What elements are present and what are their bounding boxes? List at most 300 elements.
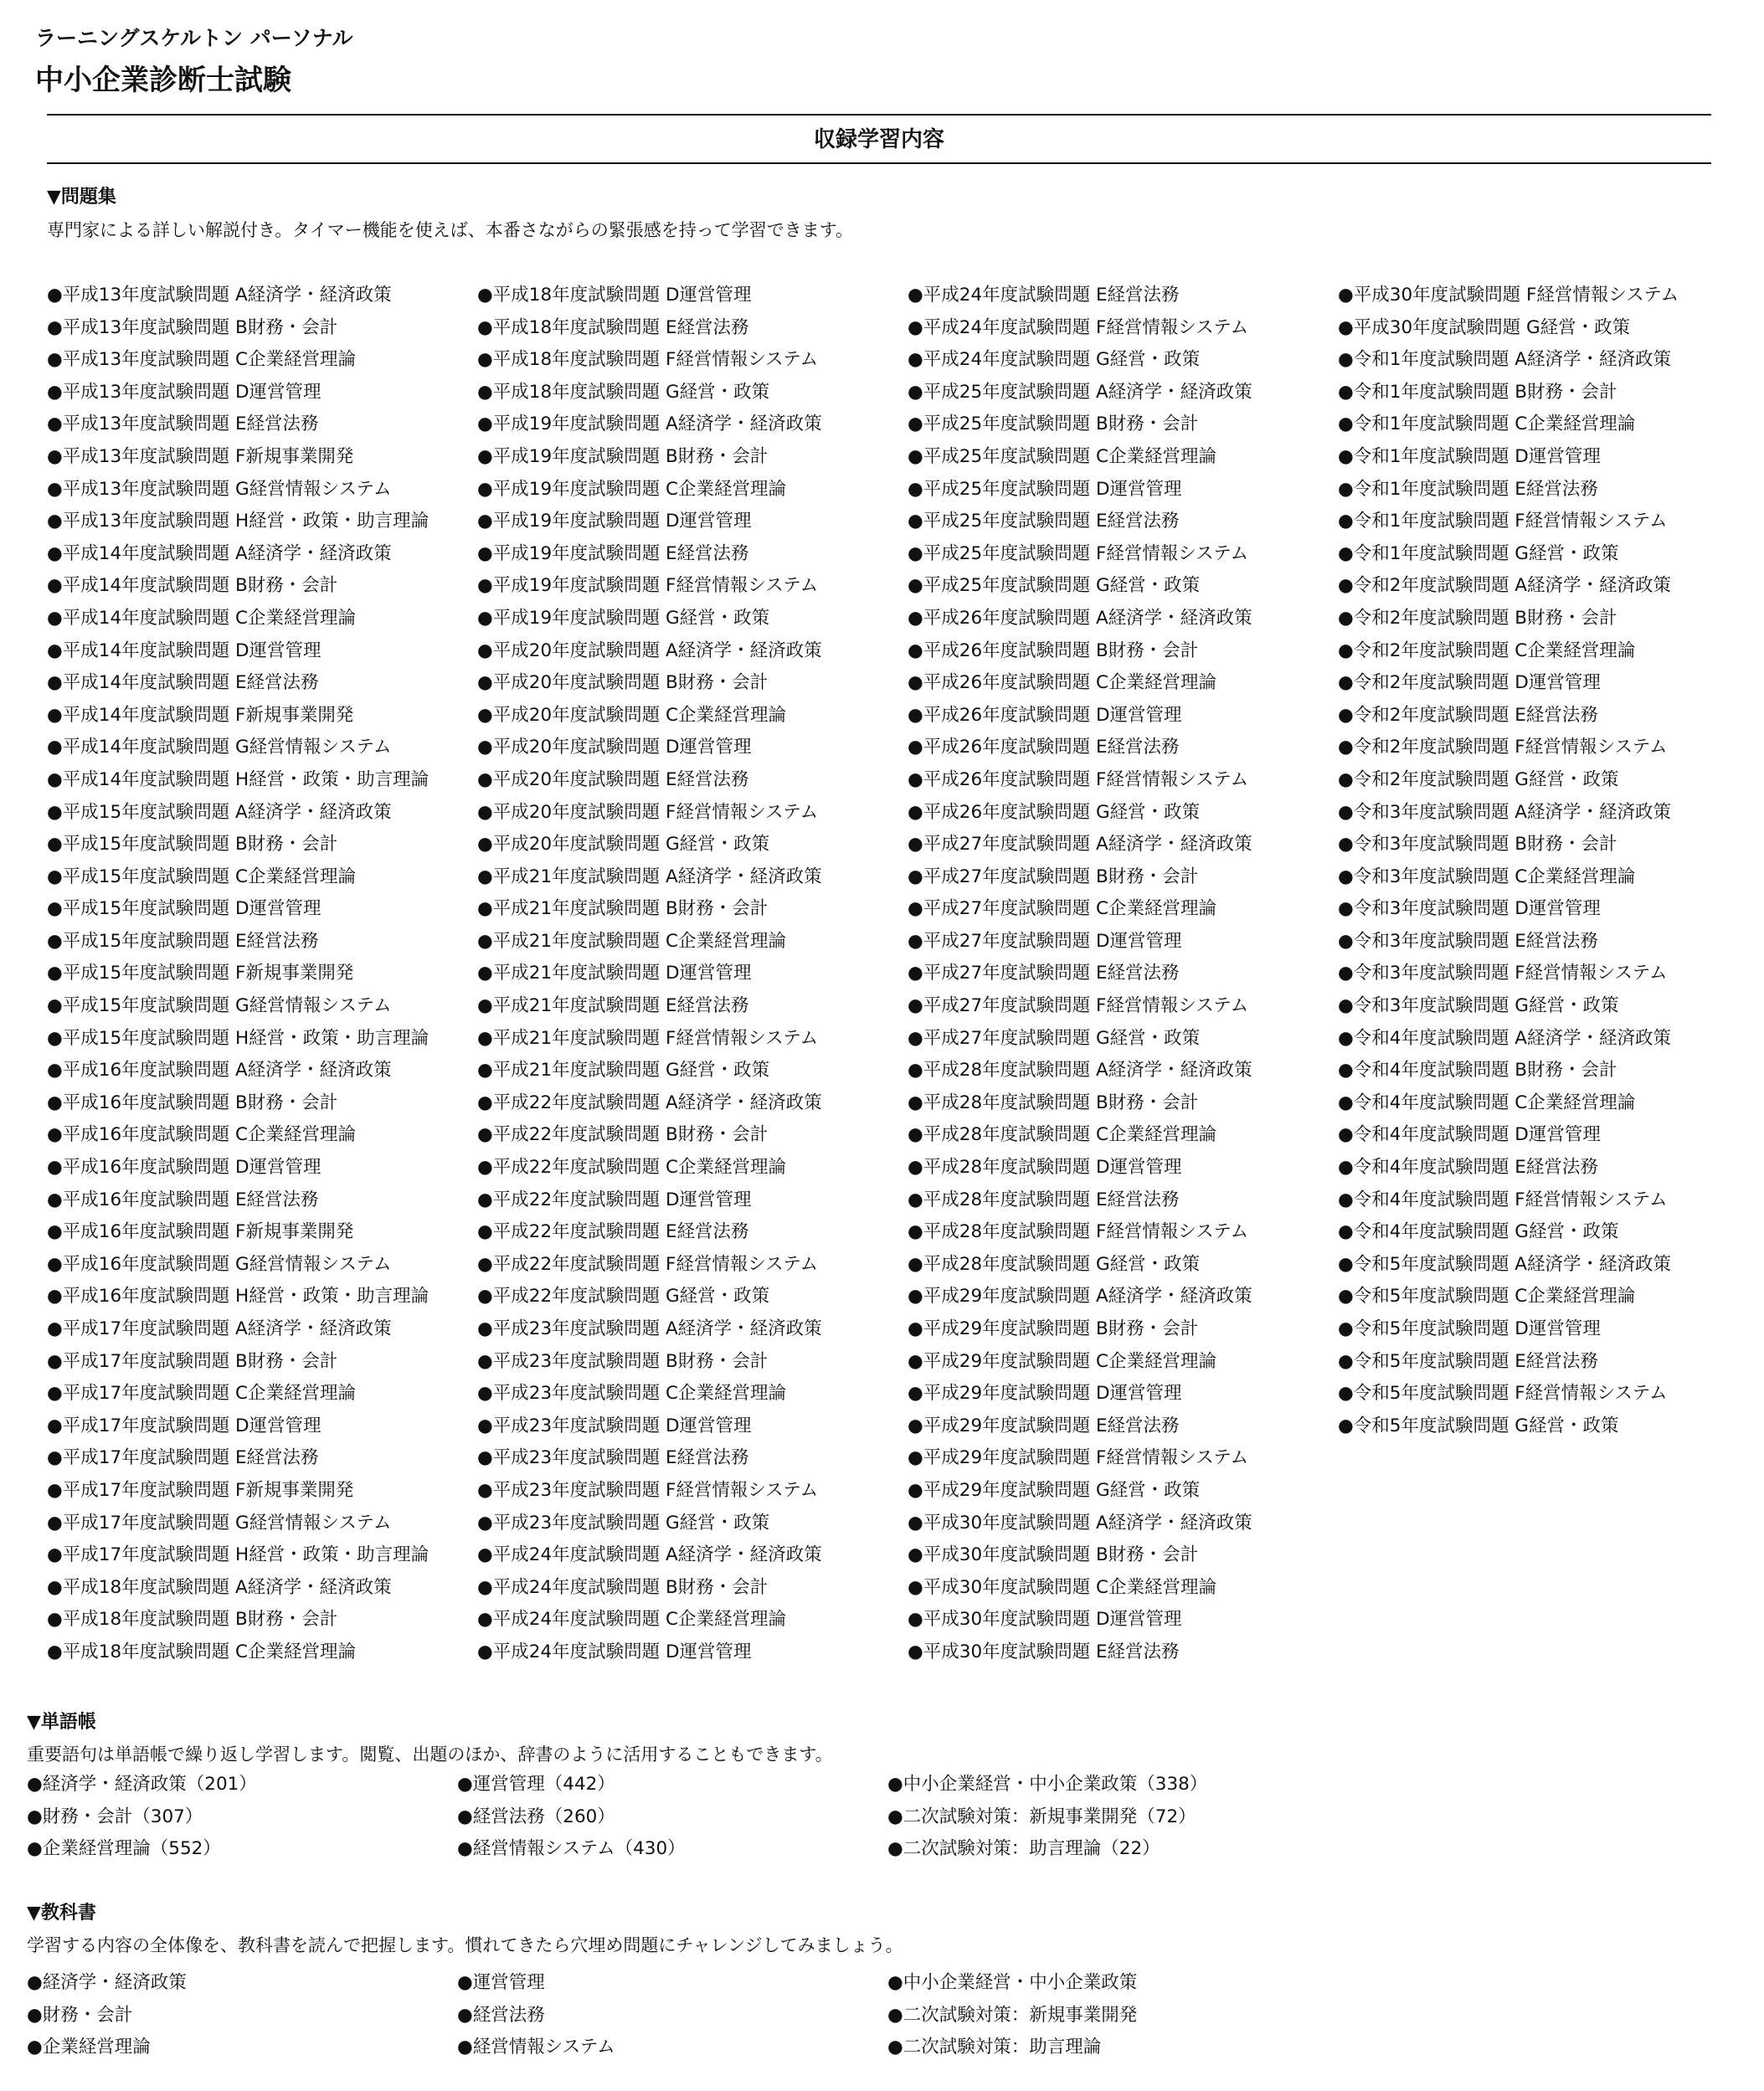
list-item bbox=[1338, 377, 1679, 409]
list-item bbox=[908, 1539, 1252, 1572]
list-item-label: 平成23年度試験問題 A経済学・経済政策 bbox=[492, 1318, 822, 1339]
list-item bbox=[477, 344, 822, 377]
list-item-label: 平成26年度試験問題 A経済学・経済政策 bbox=[923, 607, 1252, 629]
bullet-icon: ● bbox=[1338, 866, 1354, 887]
list-item-label: 平成18年度試験問題 D運営管理 bbox=[492, 285, 752, 306]
list-item-label: 平成16年度試験問題 A経済学・経済政策 bbox=[62, 1060, 392, 1081]
list-item-label: 令和1年度試験問題 D運営管理 bbox=[1353, 445, 1601, 467]
list-item bbox=[47, 1087, 429, 1120]
list-item bbox=[47, 893, 429, 926]
list-item-label: 平成26年度試験問題 E経営法務 bbox=[923, 737, 1180, 758]
list-item bbox=[47, 958, 429, 990]
list-item bbox=[47, 1216, 429, 1249]
list-item-label: 令和5年度試験問題 A経済学・経済政策 bbox=[1353, 1253, 1671, 1275]
bullet-icon: ● bbox=[477, 1576, 493, 1598]
list-item bbox=[47, 570, 429, 603]
list-item-label: 令和3年度試験問題 A経済学・経済政策 bbox=[1353, 801, 1671, 823]
bullet-icon: ● bbox=[47, 1253, 63, 1275]
bullet-icon: ● bbox=[47, 1479, 63, 1501]
bullet-icon: ● bbox=[27, 2037, 43, 2058]
list-item-label: 中小企業経営・中小企業政策 bbox=[903, 1972, 1138, 1993]
bullet-icon: ● bbox=[908, 1544, 923, 1566]
list-item-label: 平成15年度試験問題 C企業経営理論 bbox=[62, 866, 356, 887]
list-item-label: 平成19年度試験問題 G経営・政策 bbox=[492, 607, 770, 629]
list-item-label: 平成14年度試験問題 C企業経営理論 bbox=[62, 607, 356, 629]
list-item bbox=[477, 1442, 822, 1475]
list-item-label: 財務・会計 bbox=[42, 2004, 133, 2026]
bullet-icon: ● bbox=[477, 381, 493, 403]
list-item bbox=[477, 893, 822, 926]
list-item-label: 平成14年度試験問題 F新規事業開発 bbox=[62, 704, 354, 726]
bullet-icon: ● bbox=[47, 1415, 63, 1436]
bullet-icon: ● bbox=[908, 834, 923, 855]
list-item-label: 平成15年度試験問題 D運営管理 bbox=[62, 898, 321, 920]
bullet-icon: ● bbox=[908, 1253, 923, 1275]
list-item bbox=[908, 1410, 1252, 1443]
list-item-label: 令和4年度試験問題 B財務・会計 bbox=[1353, 1060, 1617, 1081]
list-item bbox=[887, 1967, 1137, 2000]
list-item bbox=[1338, 1023, 1679, 1056]
list-item-label: 令和2年度試験問題 D運営管理 bbox=[1353, 672, 1601, 694]
list-item bbox=[1338, 538, 1679, 571]
list-item bbox=[1338, 474, 1679, 506]
list-item bbox=[47, 312, 429, 345]
list-item bbox=[477, 926, 822, 958]
bullet-icon: ● bbox=[47, 349, 63, 371]
bullet-icon: ● bbox=[1338, 672, 1354, 694]
list-item bbox=[1338, 441, 1679, 474]
list-item-label: 平成26年度試験問題 D運営管理 bbox=[923, 704, 1182, 726]
list-item-label: 令和2年度試験問題 C企業経営理論 bbox=[1353, 640, 1636, 661]
list-item bbox=[908, 538, 1252, 571]
bullet-icon: ● bbox=[908, 1027, 923, 1049]
bullet-icon: ● bbox=[1338, 995, 1354, 1017]
list-item bbox=[477, 797, 822, 830]
list-item-label: 平成19年度試験問題 A経済学・経済政策 bbox=[492, 414, 822, 435]
list-item-label: 令和3年度試験問題 E経営法務 bbox=[1353, 930, 1598, 952]
list-item bbox=[477, 667, 822, 700]
list-item bbox=[477, 1055, 822, 1087]
list-item bbox=[477, 570, 822, 603]
bullet-icon: ● bbox=[477, 478, 493, 500]
bullet-icon: ● bbox=[1338, 1318, 1354, 1339]
bullet-icon: ● bbox=[47, 542, 63, 564]
list-item bbox=[477, 1152, 822, 1184]
bullet-icon: ● bbox=[27, 1838, 43, 1860]
list-item-label: 平成21年度試験問題 A経済学・経済政策 bbox=[492, 866, 822, 887]
list-item-label: 二次試験対策：助言理論 bbox=[903, 2037, 1102, 2058]
list-item bbox=[908, 280, 1252, 312]
bullet-icon: ● bbox=[47, 414, 63, 435]
bullet-icon: ● bbox=[47, 1544, 63, 1566]
list-item-label: 平成21年度試験問題 B財務・会計 bbox=[492, 898, 769, 920]
list-item-label: 平成17年度試験問題 E経営法務 bbox=[62, 1447, 319, 1469]
bullet-icon: ● bbox=[457, 1774, 473, 1795]
list-item bbox=[887, 1769, 1207, 1801]
list-item bbox=[908, 1184, 1252, 1217]
list-item bbox=[908, 1378, 1252, 1410]
list-item bbox=[47, 1313, 429, 1346]
bullet-icon: ● bbox=[1338, 834, 1354, 855]
list-item-label: 平成28年度試験問題 C企業経営理論 bbox=[923, 1124, 1216, 1146]
list-item-label: 平成27年度試験問題 A経済学・経済政策 bbox=[923, 834, 1252, 855]
bullet-icon: ● bbox=[477, 1027, 493, 1049]
list-item bbox=[47, 1184, 429, 1217]
list-item bbox=[47, 764, 429, 797]
list-item-label: 経営法務 bbox=[472, 2004, 545, 2026]
list-item bbox=[908, 797, 1252, 830]
list-item-label: 運営管理（442） bbox=[472, 1774, 615, 1795]
list-item bbox=[477, 829, 822, 861]
list-item bbox=[47, 1508, 429, 1540]
list-item bbox=[457, 1833, 686, 1866]
bullet-icon: ● bbox=[47, 1189, 63, 1210]
list-item bbox=[1338, 1055, 1679, 1087]
bullet-icon: ● bbox=[1338, 704, 1354, 726]
list-item bbox=[47, 1604, 429, 1636]
list-item-label: 平成22年度試験問題 B財務・会計 bbox=[492, 1124, 769, 1146]
list-item bbox=[47, 1378, 429, 1410]
bullet-icon: ● bbox=[908, 511, 923, 532]
list-item bbox=[908, 926, 1252, 958]
page-title: 中小企業診断士試験 bbox=[35, 64, 291, 97]
list-item bbox=[47, 1119, 429, 1152]
list-item bbox=[1338, 926, 1679, 958]
bullet-icon: ● bbox=[1338, 1124, 1354, 1146]
bullet-icon: ● bbox=[47, 285, 63, 306]
bullet-icon: ● bbox=[47, 640, 63, 661]
list-item bbox=[47, 474, 429, 506]
list-item-label: 平成26年度試験問題 B財務・会計 bbox=[923, 640, 1199, 661]
list-item bbox=[908, 958, 1252, 990]
list-item bbox=[908, 1313, 1252, 1346]
bullet-icon: ● bbox=[27, 1774, 43, 1795]
list-item bbox=[47, 1442, 429, 1475]
list-item bbox=[887, 1801, 1207, 1834]
list-item-label: 平成25年度試験問題 G経営・政策 bbox=[923, 575, 1201, 597]
bullet-icon: ● bbox=[47, 834, 63, 855]
list-item bbox=[47, 280, 429, 312]
bullet-icon: ● bbox=[1338, 414, 1354, 435]
list-item-label: 平成23年度試験問題 C企業経営理論 bbox=[492, 1383, 786, 1405]
list-item bbox=[1338, 1281, 1679, 1313]
list-item-label: 平成17年度試験問題 F新規事業開発 bbox=[62, 1479, 354, 1501]
list-item-label: 平成30年度試験問題 C企業経営理論 bbox=[923, 1576, 1216, 1598]
wordbook-column-3 bbox=[887, 1769, 1207, 1866]
list-item-label: 令和3年度試験問題 G経営・政策 bbox=[1353, 995, 1619, 1017]
section-heading: 収録学習内容 bbox=[813, 127, 944, 152]
list-item bbox=[908, 1023, 1252, 1056]
list-item-label: 財務・会計（307） bbox=[42, 1806, 203, 1827]
bullet-icon: ● bbox=[908, 349, 923, 371]
list-item-label: 令和4年度試験問題 G経営・政策 bbox=[1353, 1221, 1619, 1243]
list-item-label: 令和1年度試験問題 A経済学・経済政策 bbox=[1353, 349, 1671, 371]
list-item bbox=[477, 1023, 822, 1056]
list-item-label: 平成26年度試験問題 C企業経営理論 bbox=[923, 672, 1216, 694]
list-item bbox=[908, 312, 1252, 345]
textbook-column-1 bbox=[27, 1967, 187, 2064]
bullet-icon: ● bbox=[477, 1383, 493, 1405]
list-item bbox=[47, 603, 429, 635]
list-item bbox=[908, 1087, 1252, 1120]
list-item bbox=[47, 1539, 429, 1572]
list-item-label: 令和3年度試験問題 C企業経営理論 bbox=[1353, 866, 1636, 887]
bullet-icon: ● bbox=[47, 511, 63, 532]
bullet-icon: ● bbox=[1338, 1060, 1354, 1081]
bullet-icon: ● bbox=[47, 575, 63, 597]
top-divider bbox=[47, 114, 1711, 116]
list-item-label: 令和1年度試験問題 F経営情報システム bbox=[1353, 511, 1668, 532]
list-item-label: 平成17年度試験問題 C企業経営理論 bbox=[62, 1383, 356, 1405]
bullet-icon: ● bbox=[908, 542, 923, 564]
list-item bbox=[27, 2000, 187, 2032]
list-item bbox=[1338, 893, 1679, 926]
list-item-label: 平成21年度試験問題 C企業経営理論 bbox=[492, 930, 786, 952]
list-item-label: 平成24年度試験問題 D運営管理 bbox=[492, 1641, 752, 1662]
list-item-label: 平成13年度試験問題 A経済学・経済政策 bbox=[62, 285, 392, 306]
list-item bbox=[1338, 1378, 1679, 1410]
list-item bbox=[908, 764, 1252, 797]
list-item bbox=[477, 990, 822, 1023]
list-item bbox=[477, 312, 822, 345]
list-item-label: 平成19年度試験問題 D運営管理 bbox=[492, 511, 752, 532]
bullet-icon: ● bbox=[1338, 963, 1354, 984]
list-item-label: 平成25年度試験問題 A経済学・経済政策 bbox=[923, 381, 1252, 403]
question-bank-column-1 bbox=[47, 280, 429, 1669]
list-item bbox=[477, 1281, 822, 1313]
bullet-icon: ● bbox=[477, 704, 493, 726]
bullet-icon: ● bbox=[1338, 1157, 1354, 1179]
bullet-icon: ● bbox=[477, 1350, 493, 1372]
list-item bbox=[477, 1410, 822, 1443]
list-item-label: 平成13年度試験問題 H経営・政策・助言理論 bbox=[62, 511, 429, 532]
list-item-label: 平成18年度試験問題 G経営・政策 bbox=[492, 381, 770, 403]
list-item-label: 中小企業経営・中小企業政策（338） bbox=[903, 1774, 1208, 1795]
list-item bbox=[887, 2000, 1137, 2032]
bullet-icon: ● bbox=[47, 963, 63, 984]
list-item-label: 平成30年度試験問題 B財務・会計 bbox=[923, 1544, 1199, 1566]
list-item-label: 経営法務（260） bbox=[472, 1806, 615, 1827]
list-item bbox=[477, 861, 822, 894]
textbook-description: 学習する内容の全体像を、教科書を読んで把握します。慣れてきたら穴埋め問題にチャレンジしてみましょう。 bbox=[27, 1935, 903, 1955]
list-item bbox=[47, 990, 429, 1023]
list-item-label: 平成13年度試験問題 C企業経営理論 bbox=[62, 349, 356, 371]
list-item bbox=[908, 1249, 1252, 1282]
list-item-label: 平成16年度試験問題 G経営情報システム bbox=[62, 1253, 392, 1275]
list-item-label: 平成23年度試験問題 D運営管理 bbox=[492, 1415, 752, 1436]
list-item-label: 平成28年度試験問題 D運営管理 bbox=[923, 1157, 1182, 1179]
list-item bbox=[477, 700, 822, 732]
textbook-column-2 bbox=[457, 1967, 615, 2064]
bullet-icon: ● bbox=[908, 1479, 923, 1501]
list-item bbox=[477, 377, 822, 409]
bottom-divider bbox=[47, 162, 1711, 164]
bullet-icon: ● bbox=[908, 801, 923, 823]
list-item bbox=[1338, 344, 1679, 377]
bullet-icon: ● bbox=[477, 640, 493, 661]
bullet-icon: ● bbox=[477, 414, 493, 435]
bullet-icon: ● bbox=[477, 1157, 493, 1179]
bullet-icon: ● bbox=[887, 1774, 903, 1795]
bullet-icon: ● bbox=[47, 1383, 63, 1405]
list-item bbox=[908, 861, 1252, 894]
bullet-icon: ● bbox=[908, 478, 923, 500]
list-item-label: 平成14年度試験問題 E経営法務 bbox=[62, 672, 319, 694]
bullet-icon: ● bbox=[47, 898, 63, 920]
bullet-icon: ● bbox=[477, 511, 493, 532]
list-item bbox=[1338, 506, 1679, 538]
bullet-icon: ● bbox=[47, 801, 63, 823]
list-item-label: 経済学・経済政策 bbox=[42, 1972, 187, 1993]
list-item-label: 平成29年度試験問題 C企業経営理論 bbox=[923, 1350, 1216, 1372]
bullet-icon: ● bbox=[908, 1447, 923, 1469]
list-item-label: 令和2年度試験問題 E経営法務 bbox=[1353, 704, 1598, 726]
textbook-column-3 bbox=[887, 1967, 1137, 2064]
list-item bbox=[1338, 732, 1679, 764]
list-item-label: 平成20年度試験問題 C企業経営理論 bbox=[492, 704, 786, 726]
question-bank-title: ▼問題集 bbox=[47, 187, 116, 208]
list-item bbox=[908, 732, 1252, 764]
list-item bbox=[1338, 603, 1679, 635]
list-item bbox=[1338, 570, 1679, 603]
list-item-label: 令和5年度試験問題 F経営情報システム bbox=[1353, 1383, 1668, 1405]
list-item-label: 平成15年度試験問題 F新規事業開発 bbox=[62, 963, 354, 984]
bullet-icon: ● bbox=[887, 2037, 903, 2058]
bullet-icon: ● bbox=[47, 1609, 63, 1631]
list-item-label: 令和5年度試験問題 D運営管理 bbox=[1353, 1318, 1601, 1339]
list-item bbox=[908, 1055, 1252, 1087]
list-item bbox=[477, 1475, 822, 1508]
list-item bbox=[477, 1313, 822, 1346]
list-item-label: 平成27年度試験問題 C企業経営理論 bbox=[923, 898, 1216, 920]
textbook-title: ▼教科書 bbox=[27, 1903, 96, 1924]
wordbook-description: 重要語句は単語帳で繰り返し学習します。閲覧、出題のほか、辞書のように活用することもできます。 bbox=[27, 1744, 833, 1765]
list-item-label: 二次試験対策：新規事業開発（72） bbox=[903, 1806, 1196, 1827]
bullet-icon: ● bbox=[477, 1092, 493, 1113]
bullet-icon: ● bbox=[908, 737, 923, 758]
list-item bbox=[47, 1636, 429, 1669]
bullet-icon: ● bbox=[1338, 1221, 1354, 1243]
list-item bbox=[477, 603, 822, 635]
list-item bbox=[47, 377, 429, 409]
list-item-label: 平成14年度試験問題 D運営管理 bbox=[62, 640, 321, 661]
list-item bbox=[27, 2032, 187, 2064]
list-item-label: 平成13年度試験問題 D運営管理 bbox=[62, 381, 321, 403]
list-item bbox=[477, 1539, 822, 1572]
list-item bbox=[1338, 1184, 1679, 1217]
list-item bbox=[457, 2000, 615, 2032]
list-item-label: 平成14年度試験問題 H経営・政策・助言理論 bbox=[62, 768, 429, 790]
bullet-icon: ● bbox=[908, 672, 923, 694]
list-item bbox=[908, 570, 1252, 603]
list-item-label: 平成13年度試験問題 E経営法務 bbox=[62, 414, 319, 435]
list-item-label: 平成25年度試験問題 F経営情報システム bbox=[923, 542, 1249, 564]
list-item-label: 運営管理 bbox=[472, 1972, 545, 1993]
bullet-icon: ● bbox=[908, 285, 923, 306]
list-item bbox=[27, 1967, 187, 2000]
list-item-label: 平成22年度試験問題 G経営・政策 bbox=[492, 1286, 770, 1308]
list-item bbox=[1338, 667, 1679, 700]
bullet-icon: ● bbox=[1338, 381, 1354, 403]
list-item bbox=[47, 829, 429, 861]
list-item-label: 平成15年度試験問題 B財務・会計 bbox=[62, 834, 338, 855]
bullet-icon: ● bbox=[47, 866, 63, 887]
list-item-label: 平成20年度試験問題 A経済学・経済政策 bbox=[492, 640, 822, 661]
list-item-label: 平成16年度試験問題 B財務・会計 bbox=[62, 1092, 338, 1113]
list-item-label: 平成30年度試験問題 F経営情報システム bbox=[1353, 285, 1679, 306]
bullet-icon: ● bbox=[477, 768, 493, 790]
list-item bbox=[47, 861, 429, 894]
list-item-label: 令和3年度試験問題 D運営管理 bbox=[1353, 898, 1601, 920]
bullet-icon: ● bbox=[908, 963, 923, 984]
list-item bbox=[477, 1572, 822, 1605]
bullet-icon: ● bbox=[477, 1060, 493, 1081]
bullet-icon: ● bbox=[27, 1972, 43, 1993]
list-item-label: 平成24年度試験問題 A経済学・経済政策 bbox=[492, 1544, 822, 1566]
list-item-label: 平成17年度試験問題 D運営管理 bbox=[62, 1415, 321, 1436]
list-item bbox=[47, 1023, 429, 1056]
list-item-label: 平成22年度試験問題 C企業経営理論 bbox=[492, 1157, 786, 1179]
question-bank-column-4 bbox=[1338, 280, 1679, 1442]
list-item bbox=[47, 1055, 429, 1087]
bullet-icon: ● bbox=[477, 963, 493, 984]
bullet-icon: ● bbox=[1338, 478, 1354, 500]
list-item bbox=[47, 538, 429, 571]
list-item bbox=[908, 700, 1252, 732]
bullet-icon: ● bbox=[908, 1189, 923, 1210]
list-item-label: 平成17年度試験問題 B財務・会計 bbox=[62, 1350, 338, 1372]
list-item bbox=[477, 1346, 822, 1379]
list-item-label: 平成19年度試験問題 B財務・会計 bbox=[492, 445, 769, 467]
list-item-label: 平成16年度試験問題 F新規事業開発 bbox=[62, 1221, 354, 1243]
list-item-label: 平成14年度試験問題 G経営情報システム bbox=[62, 737, 392, 758]
bullet-icon: ● bbox=[908, 1512, 923, 1534]
list-item-label: 令和5年度試験問題 C企業経営理論 bbox=[1353, 1286, 1636, 1308]
list-item bbox=[908, 344, 1252, 377]
list-item bbox=[477, 732, 822, 764]
list-item bbox=[27, 1801, 257, 1834]
list-item bbox=[1338, 312, 1679, 345]
bullet-icon: ● bbox=[1338, 1092, 1354, 1113]
list-item-label: 平成27年度試験問題 D運営管理 bbox=[923, 930, 1182, 952]
bullet-icon: ● bbox=[908, 414, 923, 435]
list-item-label: 平成27年度試験問題 E経営法務 bbox=[923, 963, 1180, 984]
list-item bbox=[1338, 280, 1679, 312]
bullet-icon: ● bbox=[1338, 575, 1354, 597]
bullet-icon: ● bbox=[27, 2004, 43, 2026]
list-item bbox=[47, 732, 429, 764]
list-item-label: 平成13年度試験問題 G経営情報システム bbox=[62, 478, 392, 500]
bullet-icon: ● bbox=[477, 1221, 493, 1243]
list-item bbox=[47, 926, 429, 958]
list-item bbox=[477, 280, 822, 312]
bullet-icon: ● bbox=[477, 672, 493, 694]
list-item-label: 平成18年度試験問題 B財務・会計 bbox=[62, 1609, 338, 1631]
list-item-label: 平成17年度試験問題 G経営情報システム bbox=[62, 1512, 392, 1534]
list-item-label: 平成28年度試験問題 F経営情報システム bbox=[923, 1221, 1249, 1243]
list-item bbox=[457, 2032, 615, 2064]
list-item-label: 平成24年度試験問題 C企業経営理論 bbox=[492, 1609, 786, 1631]
list-item-label: 平成22年度試験問題 E経営法務 bbox=[492, 1221, 749, 1243]
bullet-icon: ● bbox=[47, 1092, 63, 1113]
bullet-icon: ● bbox=[47, 672, 63, 694]
list-item bbox=[47, 506, 429, 538]
list-item-label: 平成25年度試験問題 C企業経営理論 bbox=[923, 445, 1216, 467]
bullet-icon: ● bbox=[1338, 1350, 1354, 1372]
bullet-icon: ● bbox=[1338, 316, 1354, 338]
bullet-icon: ● bbox=[908, 866, 923, 887]
bullet-icon: ● bbox=[47, 1286, 63, 1308]
